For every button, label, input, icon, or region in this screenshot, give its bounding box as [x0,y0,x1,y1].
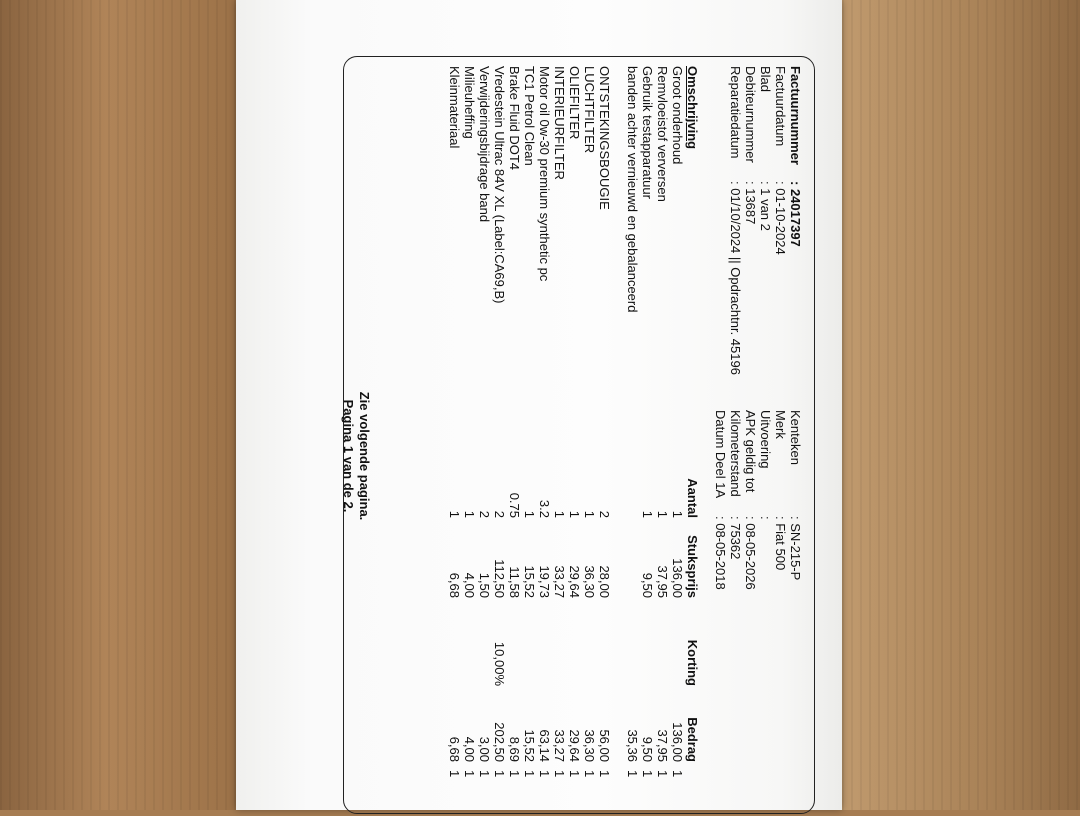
vehicle-detail-label: Kenteken [788,410,803,465]
column-header-discount: Korting [685,639,700,686]
line-qty: 1 [582,510,597,518]
line-qty: 2 [597,510,612,518]
line-amount: 33,27 [552,729,567,762]
line-unit-price: 6,68 [447,572,462,598]
line-qty: 1 [552,510,567,518]
column-header-unit-price: Stuksprijs [685,535,700,598]
invoice-detail-label: Factuurnummer [788,66,803,165]
invoice-detail-label: Debiteurnummer [743,66,758,163]
line-vat-code: 1 [507,770,522,778]
line-description: Kleinmateriaal [447,66,462,149]
line-vat-code: 1 [582,770,597,778]
line-unit-price: 1,50 [477,572,492,598]
line-unit-price: 37,95 [655,565,670,598]
wooden-table-right [842,0,1080,810]
invoice-detail-value: : 01-10-2024 [773,181,788,255]
line-amount: 4,00 [462,736,477,762]
line-qty: 1 [462,510,477,518]
line-qty: 1 [655,510,670,518]
invoice-detail-label: Factuurdatum [773,66,788,147]
line-description: Groot onderhoud [670,66,685,165]
line-amount: 6,68 [447,736,462,762]
line-qty: 1 [522,510,537,518]
column-header-amount: Bedrag [685,717,700,762]
line-vat-code: 1 [597,770,612,778]
line-qty: 1 [640,510,655,518]
line-unit-price: 28,00 [597,565,612,598]
line-vat-code: 1 [567,770,582,778]
column-header-description: Omschrijving [685,66,700,150]
line-amount: 9,50 [640,736,655,762]
line-amount: 37,95 [655,729,670,762]
column-header-qty: Aantal [685,478,700,518]
line-vat-code: 1 [625,770,640,778]
line-unit-price: 136,00 [670,558,685,598]
line-vat-code: 1 [655,770,670,778]
line-qty: 1 [670,510,685,518]
line-amount: 56,00 [597,729,612,762]
invoice-detail-value: : 01/10/2024 || Opdrachtnr. 45196 [728,181,743,375]
line-description: TC1 Petrol Clean [522,66,537,166]
line-unit-price: 29,64 [567,565,582,598]
line-unit-price: 9,50 [640,572,655,598]
line-vat-code: 1 [552,770,567,778]
vehicle-detail-value: : 08-05-2026 [743,516,758,590]
line-qty: 3.2 [537,499,552,518]
wooden-table-left [0,0,236,810]
line-discount: 10,00% [492,641,507,686]
line-amount: 63,14 [537,729,552,762]
line-amount: 36,30 [582,729,597,762]
invoice-detail-value: : 24017397 [788,181,803,247]
line-unit-price: 4,00 [462,572,477,598]
line-vat-code: 1 [537,770,552,778]
line-description: banden achter vernieuwd en gebalanceerd [625,66,640,313]
line-description: Verwijderingsbijdrage band [477,66,492,223]
line-description: INTERIEURFILTER [552,66,567,180]
line-vat-code: 1 [640,770,655,778]
line-amount: 8,69 [507,736,522,762]
line-vat-code: 1 [492,770,507,778]
vehicle-detail-value: : 75362 [728,516,743,560]
invoice-detail-label: Blad [758,66,773,93]
line-description: OLIEFILTER [567,66,582,140]
line-amount: 35,36 [625,729,640,762]
line-unit-price: 112,50 [492,559,507,598]
vehicle-detail-value: : SN-215-P [788,516,803,581]
line-vat-code: 1 [477,770,492,778]
line-vat-code: 1 [462,770,477,778]
line-vat-code: 1 [522,770,537,778]
vehicle-detail-label: Datum Deel 1A [713,410,728,499]
vehicle-detail-value: : 08-05-2018 [713,516,728,590]
line-vat-code: 1 [670,770,685,778]
line-qty: 2 [477,510,492,518]
line-description: Gebruik testapparatuur [640,66,655,199]
line-amount: 3,00 [477,736,492,762]
vehicle-detail-label: Uitvoering [758,410,773,469]
line-description: Brake Fluid DOT4 [507,66,522,171]
invoice-document [335,56,815,816]
footer-next-page: Zie volgende pagina. [357,391,372,521]
vehicle-detail-label: Merk [773,410,788,439]
line-unit-price: 15,52 [522,565,537,598]
line-amount: 202,50 [492,722,507,762]
footer-page-number: Pagina 1 van de 2. [341,399,356,513]
line-description: Remvloeistof verversen [655,66,670,202]
invoice-detail-value: : 1 van 2 [758,181,773,231]
line-unit-price: 33,27 [552,565,567,598]
vehicle-detail-label: APK geldig tot [743,410,758,493]
line-qty: 2 [492,510,507,518]
line-qty: 1 [567,510,582,518]
line-qty: 0.75 [507,492,522,518]
invoice-detail-label: Reparatiedatum [728,66,743,159]
line-amount: 15,52 [522,729,537,762]
line-description: LUCHTFILTER [582,66,597,154]
vehicle-detail-value: : Fiat 500 [773,516,788,571]
invoice-detail-value: : 13687 [743,181,758,225]
vehicle-detail-label: Kilometerstand [728,410,743,497]
invoice-paper [236,0,842,810]
line-unit-price: 11,58 [507,566,522,598]
line-description: ONTSTEKINGSBOUGIE [597,66,612,210]
line-description: Motor oil 0w-30 premium synthetic pc [537,66,552,282]
line-qty: 1 [447,510,462,518]
vehicle-detail-value: : [758,516,773,520]
line-amount: 29,64 [567,729,582,762]
line-amount: 136,00 [670,722,685,762]
line-description: Milieuheffing [462,66,477,139]
line-unit-price: 36,30 [582,565,597,598]
line-unit-price: 19,73 [537,565,552,598]
line-description: Vredestein Ultrac 84V XL (Label:CA69,B) [492,66,507,304]
line-vat-code: 1 [447,770,462,778]
